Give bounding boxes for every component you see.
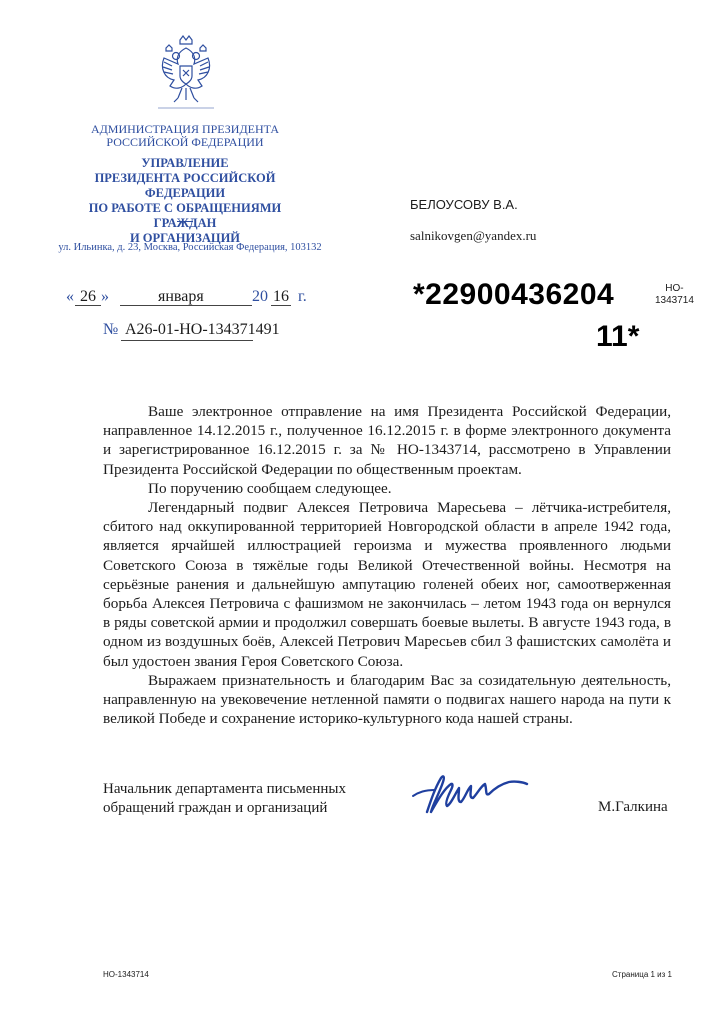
signatory-title-line-1: Начальник департамента письменных bbox=[103, 781, 346, 797]
footer-document-reference: НО-1343714 bbox=[103, 970, 149, 979]
side-reference-line-1: НО- bbox=[665, 283, 684, 294]
barcode-line-1: *22900436204 bbox=[413, 278, 615, 311]
body-paragraph-2: По поручению сообщаем следующее. bbox=[148, 479, 392, 497]
department-name bbox=[60, 156, 310, 246]
reference-number: А26-01-НО-134371491 bbox=[125, 321, 280, 338]
signatory-title-line-2: обращений граждан и организаций bbox=[103, 800, 328, 816]
department-line-3: ПО РАБОТЕ С ОБРАЩЕНИЯМИ ГРАЖДАН bbox=[88, 201, 282, 230]
handwritten-signature-icon bbox=[405, 770, 535, 818]
body-paragraph-3: Легендарный подвиг Алексея Петровича Маресьева – лётчика-истребителя, сбитого над оккупированной территорией Новгородской области в апреле 1942 года, является ярчайшей иллюстрацией героизма и мужества проявленного людьми Советского Союза в тяжёлые годы Великой Отечественной войны. Несмотря на серьёзные ранения и дальнейшую ампутацию голеней обеих ног, самоотверженная борьба Алексея Петровича с фашизмом не закончилась – летом 1943 года он вернулся в ряды советской армии и продолжил совершать боевые вылеты. В августе 1943 года, в одном из воздушных боёв, Алексей Петрович Маресьев сбил 3 фашистских самолёта и был удостоен звания Героя Советского Союза. bbox=[103, 499, 671, 670]
barcode-side-reference bbox=[655, 283, 694, 307]
date-month-underline bbox=[120, 305, 252, 306]
signatory-title bbox=[103, 780, 346, 818]
letterhead-divider bbox=[177, 221, 193, 222]
office-address: ул. Ильинка, д. 23, Москва, Российская Федерация, 103132 bbox=[58, 242, 322, 253]
side-reference-line-2: 1343714 bbox=[655, 295, 694, 306]
date-year-underline bbox=[271, 305, 291, 306]
date-year-abbr: г. bbox=[298, 288, 307, 305]
reference-number-sign: № bbox=[103, 321, 119, 338]
department-line-4: И ОРГАНИЗАЦИЙ bbox=[129, 231, 241, 245]
barcode-line-2: 11* bbox=[596, 320, 640, 353]
date-year-prefix: 20 bbox=[252, 288, 268, 305]
department-line-1: УПРАВЛЕНИЕ bbox=[141, 156, 229, 170]
footer-page-number: Страница 1 из 1 bbox=[612, 970, 672, 979]
signer-name: М.Галкина bbox=[598, 799, 668, 815]
body-paragraph-1: Ваше электронное отправление на имя Президента Российской Федерации, направленное 14.12.2015 г., полученное 16.12.2015 г. в форме электронного документа и зарегистрированное 16.12.2015 г. за № НО-1343714, рассмотрено в Управлении Президента Российской Федерации по общественным проектам. bbox=[103, 403, 671, 478]
date-close-quote: » bbox=[101, 288, 109, 305]
letter-body bbox=[103, 402, 671, 728]
date-open-quote: « bbox=[66, 288, 74, 305]
date-day: 26 bbox=[80, 288, 96, 305]
org-name-line-1: АДМИНИСТРАЦИЯ ПРЕЗИДЕНТА bbox=[90, 122, 280, 136]
recipient-email: salnikovgen@yandex.ru bbox=[410, 228, 537, 243]
reference-underline bbox=[121, 340, 253, 341]
body-paragraph-4: Выражаем признательность и благодарим Вас за созидательную деятельность, направленную на увековечение нетленной памяти о подвигах нашего народа на пути к великой Победе и сохранение историко-культурного кода нашей страны. bbox=[103, 671, 671, 728]
russian-coat-of-arms-icon bbox=[156, 34, 216, 110]
date-day-underline bbox=[75, 305, 101, 306]
recipient-name: БЕЛОУСОВУ В.А. bbox=[410, 197, 518, 212]
department-line-2: ПРЕЗИДЕНТА РОССИЙСКОЙ ФЕДЕРАЦИИ bbox=[94, 171, 276, 200]
org-name-line-2: РОССИЙСКОЙ ФЕДЕРАЦИИ bbox=[106, 135, 264, 149]
date-year-suffix: 16 bbox=[273, 288, 289, 305]
date-month: января bbox=[158, 288, 204, 305]
